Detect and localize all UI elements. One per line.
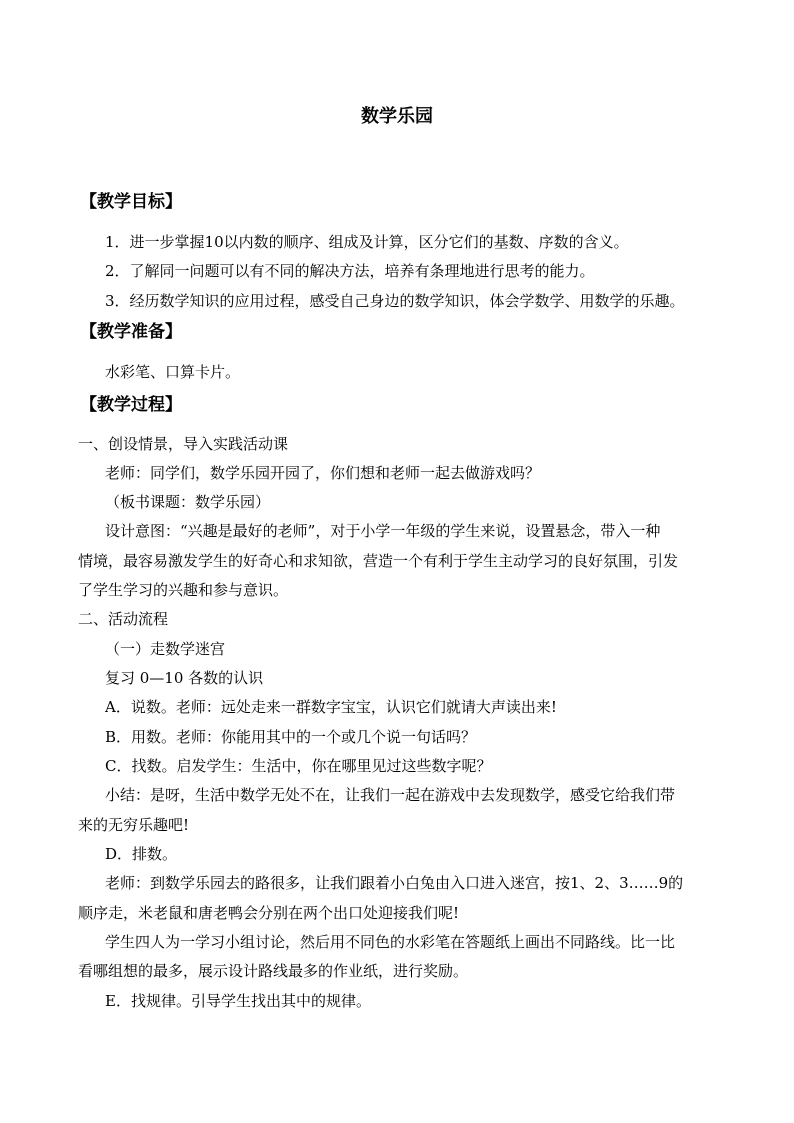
- process-line-3: （板书课题：数学乐园）: [105, 493, 271, 511]
- process-line-20: E．找规律。引导学生找出其中的规律。: [105, 992, 371, 1010]
- process-line-2: 老师：同学们，数学乐园开园了，你们想和老师一起去做游戏吗？: [105, 464, 541, 482]
- process-line-11: B．用数。老师：你能用其中的一个或几个说一句话吗？: [105, 728, 477, 746]
- process-heading: 【教学过程】: [80, 395, 182, 415]
- process-line-18: 学生四人为一学习小组讨论，然后用不同色的水彩笔在答题纸上画出不同路线。比一比: [105, 933, 676, 951]
- goal-item-1: 1．进一步掌握10以内数的顺序、组成及计算，区分它们的基数、序数的含义。: [105, 233, 629, 251]
- process-line-6: 了学生学习的兴趣和参与意识。: [78, 581, 289, 599]
- page-title: 数学乐园: [361, 106, 433, 127]
- process-line-14: 来的无穷乐趣吧!: [78, 816, 190, 834]
- process-line-7: 二、活动流程: [78, 610, 169, 628]
- goals-heading: 【教学目标】: [80, 192, 182, 212]
- process-line-5: 情境，最容易激发学生的好奇心和求知欲，营造一个有利于学生主动学习的良好氛围，引发: [78, 552, 679, 570]
- prep-heading: 【教学准备】: [80, 322, 182, 342]
- process-line-9: 复习 0—10 各数的认识: [105, 669, 264, 687]
- process-line-1: 一、创设情景，导入实践活动课: [78, 435, 289, 453]
- prep-text: 水彩笔、口算卡片。: [105, 363, 241, 381]
- process-line-19: 看哪组想的最多，展示设计路线最多的作业纸，进行奖励。: [78, 962, 469, 980]
- process-line-13: 小结：是呀，生活中数学无处不在，让我们一起在游戏中去发现数学，感受它给我们带: [105, 786, 676, 804]
- process-line-17: 顺序走，米老鼠和唐老鸭会分别在两个出口处迎接我们呢!: [78, 904, 460, 922]
- goal-item-3: 3．经历数学知识的应用过程，感受自己身边的数学知识，体会学数学、用数学的乐趣。: [105, 292, 685, 310]
- process-line-10: A．说数。老师：远处走来一群数字宝宝，认识它们就请大声读出来!: [105, 698, 557, 716]
- process-line-8: （一）走数学迷宫: [105, 640, 226, 658]
- process-line-15: D．排数。: [105, 845, 178, 863]
- process-line-16: 老师：到数学乐园去的路很多，让我们跟着小白兔由入口进入迷宫，按1、2、3……9的: [105, 874, 684, 892]
- process-line-4: 设计意图：“兴趣是最好的老师”，对于小学一年级的学生来说，设置悬念，带入一种: [105, 522, 661, 540]
- goal-item-2: 2．了解同一问题可以有不同的解决方法，培养有条理地进行思考的能力。: [105, 262, 595, 280]
- process-line-12: C．找数。启发学生：生活中，你在哪里见过这些数字呢？: [105, 757, 492, 775]
